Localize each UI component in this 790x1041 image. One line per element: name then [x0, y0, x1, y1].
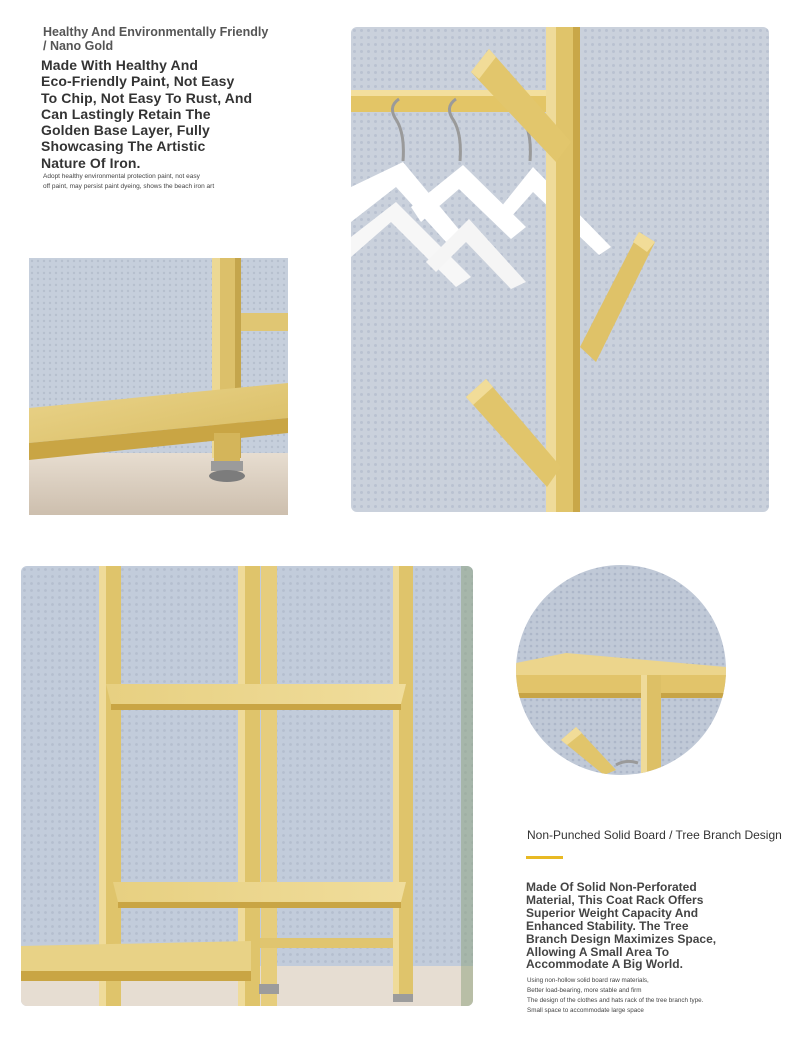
- full-rack-photo: [21, 566, 473, 1006]
- section-body-tree-branch: Made Of Solid Non-Perforated Material, This Coat Rack Offers Superior Weight Capacity And Enhanced Stability. The Tree Branch Design Maximizes Space, Allowing A Small Area To Accommodate A Big World.: [526, 880, 717, 972]
- closeup-shelf-photo: [29, 258, 288, 515]
- section-body-nano-gold: Made With Healthy And Eco-Friendly Paint, Not Easy To Chip, Not Easy To Rust, And Can Lastingly Retain The Golden Base Layer, Fully Showcasing The Artistic Nature Of Iron.: [41, 57, 253, 171]
- hanging-rail-photo: [351, 27, 769, 512]
- section-note-tree-branch: Using non-hollow solid board raw materials, Better load-bearing, more stable and firm The design of the clothes and hats rack of the tree branch type. Small space to accommodate large space: [527, 977, 704, 1014]
- circle-detail-photo: [516, 565, 726, 775]
- section-heading-tree-branch: Non-Punched Solid Board / Tree Branch Design: [527, 828, 782, 842]
- section-note-nano-gold: Adopt healthy environmental protection paint, not easy off paint, may persist paint dyeing, shows the beach iron art: [43, 173, 215, 190]
- heading-accent-bar: [526, 856, 563, 859]
- section-heading-nano-gold: Healthy And Environmentally Friendly / Nano Gold: [43, 25, 269, 53]
